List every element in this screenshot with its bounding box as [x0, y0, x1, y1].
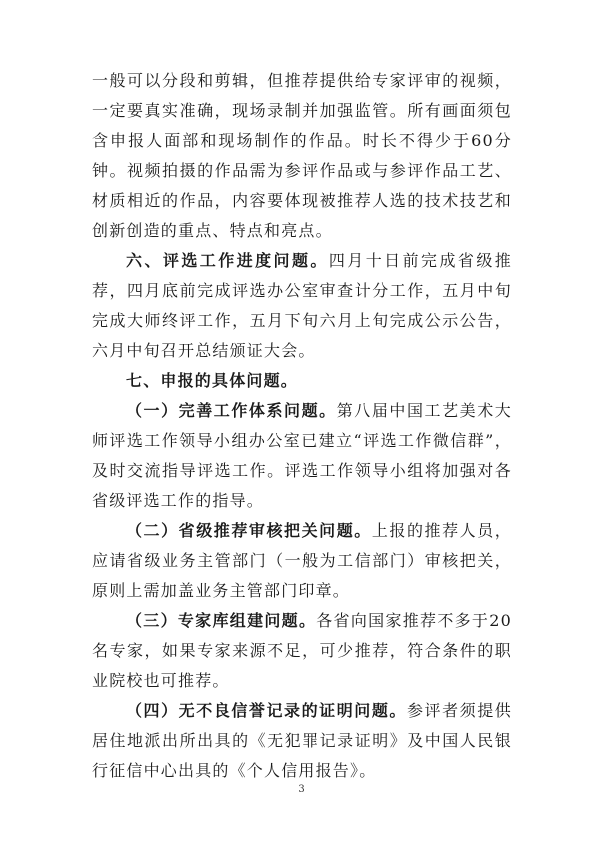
- page-number: 3: [298, 784, 305, 795]
- section-7: [92, 366, 512, 396]
- item-2-heading: （二）省级推荐审核把关问题。: [126, 521, 372, 540]
- item-3: [92, 606, 512, 696]
- paragraph-text: 一般可以分段和剪辑，但推荐提供给专家评审的视频，一定要真实准确，现场录制并加强监管。所有画面须包含申报人面部和现场制作的作品。时长不得少于60分钟。视频拍摄的作品需为参评作品或与参评作品工艺、材质相近的作品，内容要体现被推荐人选的技术技艺和创新创造的重点、特点和亮点。: [92, 71, 512, 240]
- item-4-heading: （四）无不良信誉记录的证明问题。: [126, 701, 407, 720]
- item-4: [92, 696, 512, 786]
- item-2-body: 上报的推荐人员，应请省级业务主管部门（一般为工信部门）审核把关，原则上需加盖业务主管部门印章。: [92, 521, 512, 600]
- section-6-heading: 六、评选工作进度问题。: [126, 251, 329, 270]
- item-1-heading: （一）完善工作体系问题。: [126, 401, 337, 420]
- item-3-heading: （三）专家库组建问题。: [126, 611, 317, 630]
- item-1: [92, 396, 512, 516]
- body-text: [92, 66, 512, 786]
- item-1-body: 第八届中国工艺美术大师评选工作领导小组办公室已建立“评选工作微信群”，及时交流指导评选工作。评选工作领导小组将加强对各省级评选工作的指导。: [92, 401, 512, 510]
- item-2: [92, 516, 512, 606]
- section-7-heading: 七、申报的具体问题。: [126, 371, 299, 390]
- section-6: [92, 246, 512, 366]
- item-4-body: 参评者须提供居住地派出所出具的《无犯罪记录证明》及中国人民银行征信中心出具的《个人信用报告》。: [92, 701, 513, 780]
- item-3-body: 各省向国家推荐不多于20名专家，如果专家来源不足，可少推荐，符合条件的职业院校也可推荐。: [92, 611, 512, 690]
- paragraph-video-requirements: [92, 66, 512, 246]
- section-6-body: 四月十日前完成省级推荐，四月底前完成评选办公室审查计分工作，五月中旬完成大师终评工作，五月下旬六月上旬完成公示公告，六月中旬召开总结颁证大会。: [92, 251, 512, 360]
